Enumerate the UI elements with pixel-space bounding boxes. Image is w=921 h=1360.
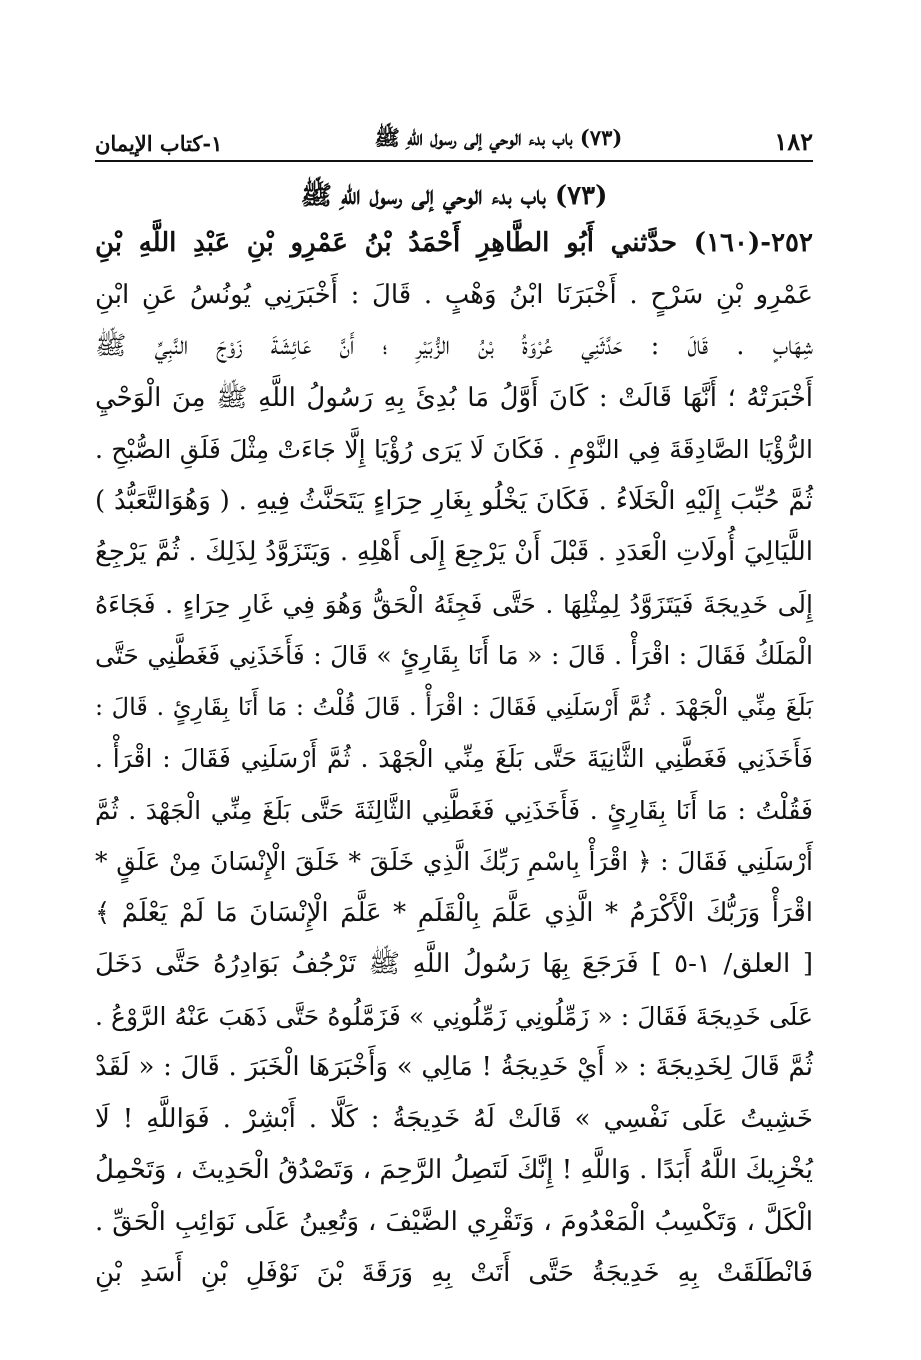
text-line: الْمَلَكُ فَقَالَ : اقْرَأْ . قَالَ : « مَا أَنَا بِقَارِئٍ » قَالَ : فَأَخَذَنِي فَغَطَّنِي حَتَّى — [95, 641, 813, 670]
text-line: فَأَخَذَنِي فَغَطَّنِي الثَّانِيَةَ حَتَّى بَلَغَ مِنِّي الْجَهْدَ . ثُمَّ أَرْسَلَنِي فَقَالَ : اقْرَأْ . — [95, 744, 813, 773]
text-line: عَمْرِو بْنِ سَرْحٍ . أَخْبَرَنَا ابْنُ وَهْبٍ . قَالَ : أَخْبَرَنِي يُونُسُ عَنِ ابْنِ — [95, 279, 813, 310]
text-line: اللَّيَالِيَ أُولَاتِ الْعَدَدِ . قَبْلَ أَنْ يَرْجِعَ إِلَى أَهْلِهِ . وَيَتَزَوَّدُ لِذَلِكَ . ثُمَّ يَرْجِعُ — [95, 537, 813, 567]
text-line: إِلَى خَدِيجَةَ فَيَتَزَوَّدُ لِمِثْلِهَا . حَتَّى فَجِئَهُ الْحَقُّ وَهُوَ فِي غَارِ حِرَاءٍ . فَجَاءَهُ — [95, 589, 813, 619]
text-line: ثُمَّ قَالَ لِخَدِيجَةَ : « أَيْ خَدِيجَةُ ! مَالِي » وَأَخْبَرَهَا الْخَبَرَ . قَالَ : « لَقَدْ — [95, 1052, 813, 1082]
text-line: أَخْبَرَتْهُ ؛ أَنَّهَا قَالَتْ : كَانَ أَوَّلُ مَا بُدِئَ بِهِ رَسُولُ اللَّهِ ﷺ مِنَ الْوَحْيِ — [95, 382, 813, 413]
text-line: يُخْزِيكَ اللَّهُ أَبَدًا . وَاللَّهِ ! إِنَّكَ لَتَصِلُ الرَّحِمَ ، وَتَصْدُقُ الْحَدِيثَ ، وَتَحْمِلُ — [95, 1155, 813, 1185]
text-line: ثُمَّ حُبِّبَ إِلَيْهِ الْخَلَاءُ . فَكَانَ يَخْلُو بِغَارِ حِرَاءٍ يَتَحَنَّثُ فِيهِ . ( وَهُوَالتَّعَبُّدُ ) — [95, 485, 813, 516]
text-line: ٢٥٢-(١٦٠) حدَّثني أَبُو الطَّاهِرِ أَحْمَدُ بْنُ عَمْرِو بْنِ عَبْدِ اللَّهِ بْنِ — [95, 228, 813, 258]
running-header — [95, 120, 813, 162]
text-line: فَقُلْتُ : مَا أَنَا بِقَارِئٍ . فَأَخَذَنِي فَغَطَّنِي الثَّالِثَةَ حَتَّى بَلَغَ مِنِّي الْجَهْدَ . ثُمَّ — [95, 795, 813, 825]
chapter-heading: (٧٣) باب بدء الوحي إلى رسول اللهِ ﷺ — [300, 181, 608, 211]
text-line: أَرْسَلَنِي فَقَالَ : ﴿ اقْرَأْ بِاسْمِ رَبِّكَ الَّذِي خَلَقَ * خَلَقَ الْإِنْسَانَ مِنْ عَلَقٍ * — [95, 847, 813, 876]
header-section-title: (٧٣) باب بدء الوحي إلى رسول اللهِ ﷺ — [374, 125, 623, 150]
text-line: الرُّؤْيَا الصَّادِقَةَ فِي النَّوْمِ . فَكَانَ لَا يَرَى رُؤْيَا إِلَّا جَاءَتْ مِثْلَ فَلَقِ الصُّبْحِ . — [95, 435, 813, 464]
text-line: فَانْطَلَقَتْ بِهِ خَدِيجَةُ حَتَّى أَتَتْ بِهِ وَرَقَةَ بْنَ نَوْفَلِ بْنِ أَسَدِ بْنِ — [95, 1258, 813, 1288]
text-line: عَلَى خَدِيجَةَ فَقَالَ : « زَمِّلُونِي زَمِّلُونِي » فَزَمَّلُوهُ حَتَّى ذَهَبَ عَنْهُ الرَّوْعُ . — [95, 1001, 813, 1031]
text-line: خَشِيتُ عَلَى نَفْسِي » قَالَتْ لَهُ خَدِيجَةُ : كَلَّا . أَبْشِرْ . فَوَاللَّهِ ! لَا — [95, 1103, 813, 1134]
header-book-title: ١-كتاب الإيمان — [95, 131, 223, 156]
text-line: شِهَابٍ . قَالَ : حَدَّثَنِي عُرْوَةُ بْنُ الزُّبَيْرِ ؛ أَنَّ عَائِشَةَ زَوْجَ النَّبِيِّ ﷺ — [95, 331, 813, 361]
book-page — [95, 120, 813, 1300]
text-line: الْكَلَّ ، وَتَكْسِبُ الْمَعْدُومَ ، وَتَقْرِي الضَّيْفَ ، وَتُعِينُ عَلَى نَوَائِبِ الْحَقِّ . — [95, 1206, 813, 1237]
text-line: [ العلق/ ١-٥ ] فَرَجَعَ بِهَا رَسُولُ اللَّهِ ﷺ تَرْجُفُ بَوَادِرُهُ حَتَّى دَخَلَ — [95, 949, 813, 979]
hadith-text — [95, 218, 813, 1300]
text-line: بَلَغَ مِنِّي الْجَهْدَ . ثُمَّ أَرْسَلَنِي فَقَالَ : اقْرَأْ . قَالَ قُلْتُ : مَا أَنَا بِقَارِئٍ . قَالَ : — [95, 692, 813, 721]
text-line: اقْرَأْ وَرَبُّكَ الْأَكْرَمُ * الَّذِي عَلَّمَ بِالْقَلَمِ * عَلَّمَ الْإِنْسَانَ مَا لَمْ يَعْلَمْ ﴾ — [95, 897, 813, 928]
page-number: ١٨٢ — [774, 127, 813, 156]
